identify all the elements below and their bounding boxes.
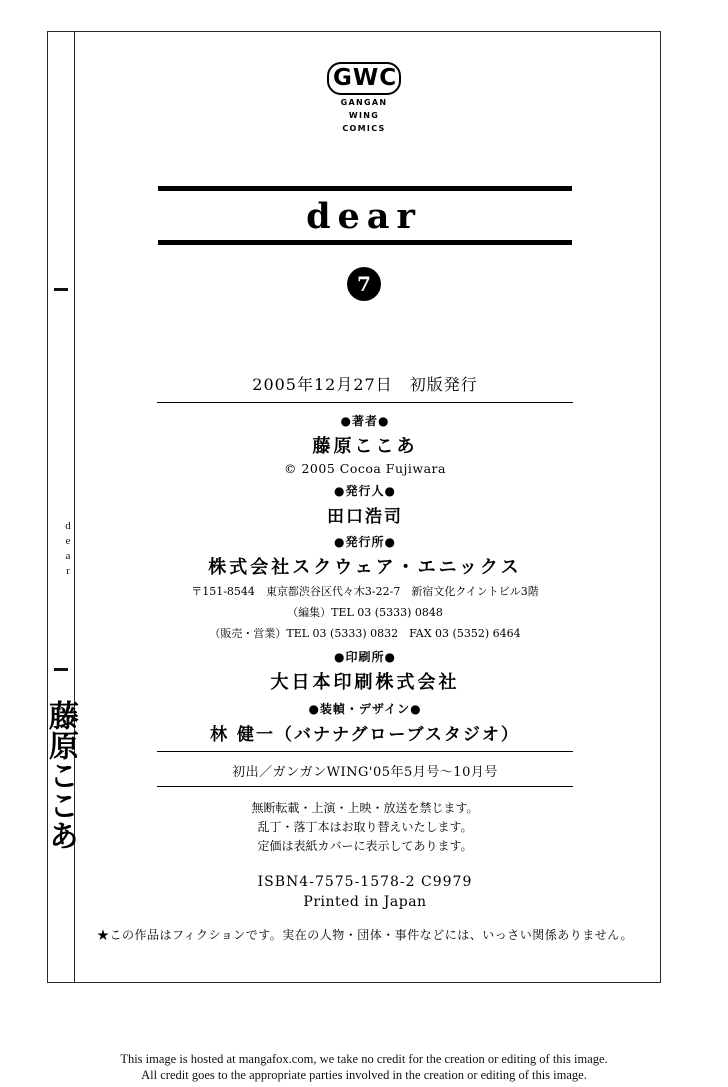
watermark-line-1: This image is hosted at mangafox.com, we take no credit for the creation or editing of this image. bbox=[120, 1052, 608, 1066]
printed-in: Printed in Japan bbox=[303, 894, 427, 910]
logo-line-wing: WING bbox=[348, 111, 380, 120]
design-name: 林 健一（バナナグローブスタジオ） bbox=[210, 725, 520, 745]
publisher-person-label: ●発行人● bbox=[334, 484, 396, 498]
book-title: dear bbox=[306, 196, 422, 237]
colophon-rule-1 bbox=[157, 402, 573, 403]
spine-rule-top bbox=[54, 288, 68, 291]
fiction-disclaimer: ★この作品はフィクションです。実在の人物・団体・事件などには、いっさい関係ありません。 bbox=[96, 928, 634, 942]
spine-author: 藤原ここあ bbox=[43, 700, 78, 850]
notice-line-3: 定価は表紙カバーに表示してあります。 bbox=[257, 839, 473, 853]
spine-title: dear bbox=[62, 520, 74, 580]
printer-label: ●印刷所● bbox=[334, 650, 396, 664]
hosting-watermark bbox=[0, 1043, 728, 1087]
colophon-block bbox=[90, 372, 640, 943]
printer-name: 大日本印刷株式会社 bbox=[270, 672, 460, 693]
colophon-rule-3 bbox=[157, 786, 573, 787]
publisher-address-line-1: 〒151-8544 東京都渋谷区代々木3-22-7 新宿文化クイントビル3階 bbox=[191, 585, 539, 598]
design-label: ●装幀・デザイン● bbox=[308, 702, 422, 716]
serialization-info: 初出／ガンガンWING'05年5月号〜10月号 bbox=[232, 765, 498, 780]
watermark-line-2: All credit goes to the appropriate parties involved in the creation or editing of this image. bbox=[141, 1068, 587, 1082]
publisher-logo bbox=[0, 62, 728, 136]
author-label: ●著者● bbox=[340, 414, 390, 428]
colophon-rule-2 bbox=[157, 751, 573, 752]
notice-block bbox=[90, 799, 640, 856]
gwc-monogram: GWC bbox=[327, 62, 401, 95]
copyright-line: © 2005 Cocoa Fujiwara bbox=[284, 461, 446, 476]
isbn-code: ISBN4-7575-1578-2 C9979 bbox=[257, 874, 473, 890]
logo-badge bbox=[327, 62, 401, 134]
volume-number-badge: 7 bbox=[347, 267, 381, 301]
notice-line-1: 無断転載・上演・上映・放送を禁じます。 bbox=[251, 801, 479, 815]
publisher-name: 株式会社スクウェア・エニックス bbox=[208, 557, 522, 578]
logo-line-comics: COMICS bbox=[342, 124, 386, 133]
spine-rule-middle bbox=[54, 668, 68, 671]
publisher-label: ●発行所● bbox=[334, 535, 396, 549]
publication-date: 2005年12月27日 初版発行 bbox=[252, 375, 478, 394]
title-rule-bottom bbox=[158, 240, 572, 245]
notice-line-2: 乱丁・落丁本はお取り替えいたします。 bbox=[257, 820, 473, 834]
publisher-address-line-3: （販売・営業）TEL 03 (5333) 0832 FAX 03 (5352) 6464 bbox=[209, 627, 521, 640]
publisher-address-line-2: （編集）TEL 03 (5333) 0848 bbox=[287, 606, 443, 619]
publisher-person-name: 田口浩司 bbox=[327, 507, 403, 527]
title-rule-top bbox=[158, 186, 572, 191]
author-name: 藤原ここあ bbox=[312, 436, 418, 457]
logo-line-gangan: GANGAN bbox=[340, 98, 388, 107]
